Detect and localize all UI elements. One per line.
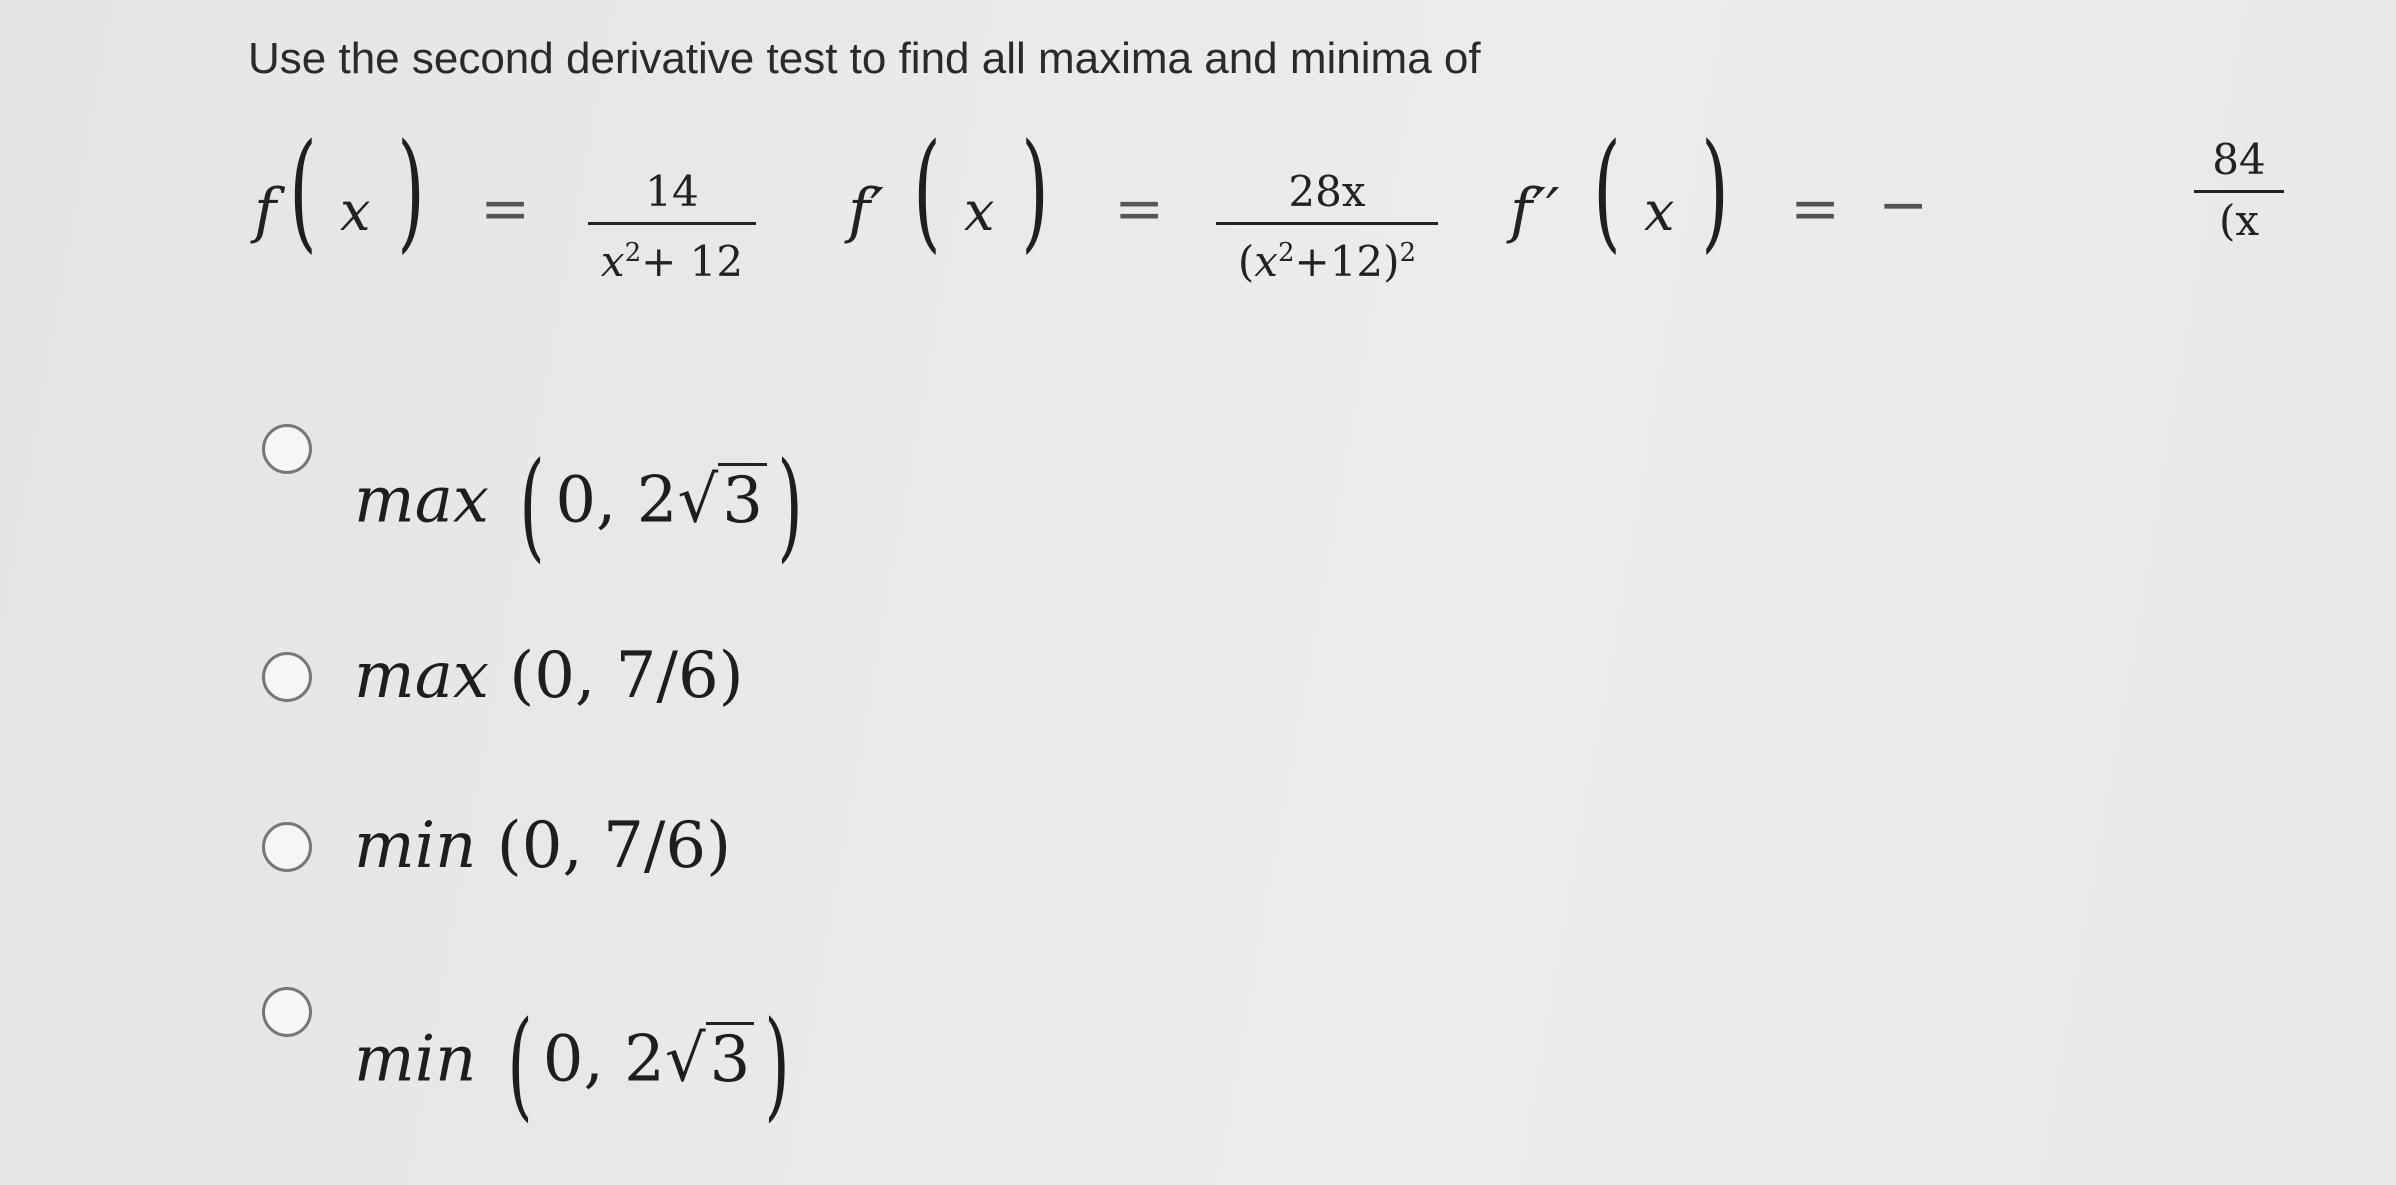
f-double-prime-open-paren: ( <box>1593 128 1621 266</box>
f-prime-numerator: 28x <box>1288 167 1366 216</box>
f-prime-close-paren: ) <box>1021 128 1049 266</box>
f-prime-den-exp: 2 <box>1277 238 1295 268</box>
radio-button[interactable] <box>262 822 312 872</box>
f-fraction-bar <box>588 222 756 225</box>
option-fn: max <box>354 463 489 538</box>
close-paren: ) <box>764 995 791 1133</box>
f-prime-den-outer-exp: 2 <box>1399 238 1417 268</box>
option-fn: min <box>354 809 477 883</box>
option-min-7-6[interactable] <box>262 809 882 905</box>
question-text: Use the second derivative test to find all maxima and minima of <box>248 34 1481 83</box>
f-open-paren: ( <box>289 128 317 266</box>
f-prime-name: f′ <box>848 176 884 246</box>
f-double-prime-minus: − <box>1878 170 1929 240</box>
open-paren: ( <box>507 995 533 1133</box>
f-prime-denominator <box>1216 229 1438 286</box>
option-label <box>354 639 744 713</box>
option-y-coef: 2 <box>636 463 678 538</box>
f-prime-var: x <box>964 180 995 243</box>
f-double-prime-denominator: (x <box>2218 196 2260 245</box>
function-f <box>248 128 768 298</box>
option-fn: max <box>354 639 489 713</box>
radio-button[interactable] <box>262 652 312 702</box>
f-den-exp: 2 <box>624 238 642 268</box>
sqrt-radicand: 3 <box>706 1022 755 1095</box>
f-prime-equals: = <box>1114 174 1165 244</box>
function-f-prime <box>848 128 1488 298</box>
f-double-prime-fraction <box>2194 136 2284 245</box>
f-double-prime-numerator: 84 <box>2212 135 2266 184</box>
option-fn: min <box>354 1022 477 1097</box>
option-point: (0, 7/6) <box>509 639 744 713</box>
f-double-prime-close-paren: ) <box>1701 128 1729 266</box>
option-label <box>354 809 731 883</box>
f-double-prime-var: x <box>1644 180 1675 243</box>
sqrt-radicand: 3 <box>718 463 767 536</box>
radio-button[interactable] <box>262 987 312 1037</box>
option-max-7-6[interactable] <box>262 639 882 735</box>
option-y-coef: 2 <box>624 1022 665 1097</box>
radio-button[interactable] <box>262 424 312 474</box>
sqrt-sign: √ <box>664 1022 706 1097</box>
close-paren: ) <box>777 436 803 574</box>
f-double-prime-fraction-bar <box>2194 190 2284 193</box>
open-paren: ( <box>519 436 545 574</box>
f-den-var: x <box>600 237 625 286</box>
f-prime-open-paren: ( <box>913 128 941 266</box>
f-den-rest: + 12 <box>641 237 744 286</box>
f-prime-fraction-bar <box>1216 222 1438 225</box>
formula-row <box>248 128 2396 298</box>
f-fraction <box>588 168 756 286</box>
f-denominator <box>588 229 756 286</box>
function-f-double-prime <box>1510 128 2396 298</box>
f-double-prime-equals: = <box>1790 174 1841 244</box>
f-double-prime-name: f′′ <box>1510 176 1560 246</box>
f-prime-den-open: ( <box>1237 237 1255 286</box>
f-prime-den-rest: +12) <box>1294 237 1400 286</box>
option-point: (0, 7/6) <box>496 809 732 883</box>
option-label: min ( 0, 2√3 ) <box>354 995 791 1133</box>
option-x: 0 <box>555 463 597 538</box>
option-label: max ( 0, 2√3 ) <box>354 436 803 574</box>
option-max-2sqrt3[interactable] <box>262 420 882 574</box>
f-numerator: 14 <box>645 167 699 216</box>
f-equals: = <box>480 174 531 244</box>
f-name: f <box>254 176 277 246</box>
option-min-2sqrt3[interactable] <box>262 985 882 1135</box>
f-prime-den-var: x <box>1254 237 1278 286</box>
sqrt-sign: √ <box>677 463 719 538</box>
f-var: x <box>340 180 371 243</box>
option-x: 0 <box>542 1022 584 1097</box>
f-prime-fraction <box>1216 168 1438 286</box>
f-close-paren: ) <box>397 128 425 266</box>
